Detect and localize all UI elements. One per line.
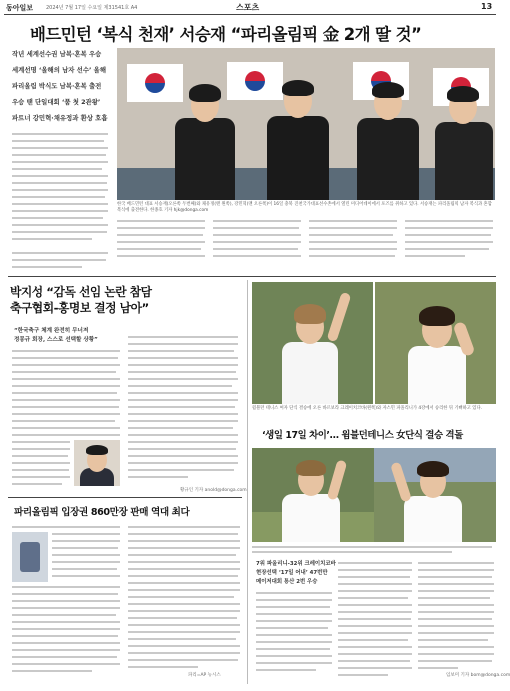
- story4-headline: ‘생일 17일 차이’… 윔블던테니스 女단식 결승 격돌: [262, 430, 463, 441]
- section-name: 스포츠: [236, 3, 260, 12]
- badminton-team-photo: [117, 48, 495, 200]
- issue-date: 2024년 7월 17일 수요일 제31541호 A4: [46, 5, 138, 11]
- page-number: 13: [481, 2, 493, 11]
- deck-line: 파리올림 박식도 남복·혼복 출전: [12, 82, 102, 90]
- park-ji-sung-portrait: [74, 440, 120, 486]
- story1-body-left: [12, 130, 110, 248]
- athlete-figure: [435, 122, 493, 200]
- subhead-line: 메이저대회 통산 2번 우승: [256, 579, 318, 585]
- story1-headline: 배드민턴 ‘복식 천재’ 서승재 “파리올림픽 金 2개 딸 것”: [30, 25, 422, 44]
- tennis-player-figure: [282, 342, 338, 404]
- story4-body-col2: [338, 560, 414, 682]
- deck-line: “한국축구 체계 완전히 무너져: [14, 328, 89, 334]
- story3-headline: 파리올림픽 입장권 860만장 판매 역대 최다: [14, 507, 190, 518]
- deck-line: 파트너 강민혁·채유정과 환상 호흡: [12, 114, 108, 122]
- athlete-figure: [267, 116, 329, 200]
- story2-body-col2: [128, 334, 240, 490]
- masthead: [0, 0, 500, 14]
- masthead-rule: [4, 14, 496, 15]
- caption-text: 한국 배드민턴 대표 서승재(오른쪽 두번째)와 채유정(맨 왼쪽), 강민혁(맨 오른쪽)이 16일 충북 진천국가대표선수촌에서 열린 미디어데이에서 포즈를 취하고 있다. 서승재는 파리올림픽 남자 복식과 혼합 복식에 출전한다.: [117, 202, 492, 213]
- story4-byline: 임보미 기자 bom@donga.com: [446, 673, 510, 678]
- deck-line: 정몽규 회장, 스스로 선택할 상황”: [14, 337, 98, 343]
- story4-photo-note: [252, 544, 496, 556]
- newspaper-name: 동아일보: [6, 4, 34, 12]
- story4-photo-caption: 윔블던 테니스 여자 단식 결승에 오른 바르보라 크레이치코바(왼쪽)와 자스민 파올리니가 4강에서 승리한 뒤 기뻐하고 있다.: [252, 406, 482, 411]
- story2-deck: [14, 327, 134, 345]
- deck-line: 세계선명 ‘올해의 남자 선수’ 올해: [12, 66, 107, 74]
- story3-body: [12, 524, 242, 684]
- story1-photo-caption: [117, 202, 495, 214]
- photo-credit: 한종호 기자 hjk@donga.com: [150, 208, 209, 213]
- deck-line: 작년 세계선수권 남복·혼복 우승: [12, 50, 102, 58]
- krejcikova-photo: [252, 448, 374, 542]
- column-divider: [247, 280, 248, 684]
- raised-fist: [327, 459, 348, 500]
- paolini-photo: [374, 448, 496, 542]
- korean-flag: [227, 62, 283, 100]
- headline-line: 축구협회-홍명보 결정 남아”: [10, 301, 149, 315]
- subhead-line: 현장선택 ‘17일 어내’ 47번만: [256, 570, 328, 576]
- tennis-player-figure: [404, 496, 462, 542]
- story1-body-columns: [117, 218, 495, 266]
- olympic-ticket-photo: [12, 532, 48, 582]
- tennis-players-photo: [252, 282, 496, 404]
- story1-deck: [12, 46, 108, 126]
- section-divider: [8, 497, 242, 498]
- story1-body-lower: [12, 250, 110, 272]
- story4-body-col3: [418, 560, 496, 682]
- athlete-figure: [357, 118, 419, 200]
- subhead-line: 7위 파올리니-32위 크레이치코바: [256, 561, 336, 567]
- story2-headline: [10, 284, 242, 316]
- tennis-player-figure: [408, 346, 466, 404]
- athlete-figure: [175, 118, 235, 200]
- headline-line: 박지성 “감독 선임 논란 참담: [10, 285, 152, 299]
- korean-flag: [127, 64, 183, 102]
- deck-line: 우승 땐 단일대회 ‘품 첫 2관왕’: [12, 98, 101, 106]
- story3-byline: 파리=AP 뉴시스: [188, 673, 221, 678]
- section-divider: [8, 276, 496, 277]
- story2-byline: 황규인 기자 anold@donga.com: [180, 488, 247, 493]
- tennis-player-figure: [282, 494, 340, 542]
